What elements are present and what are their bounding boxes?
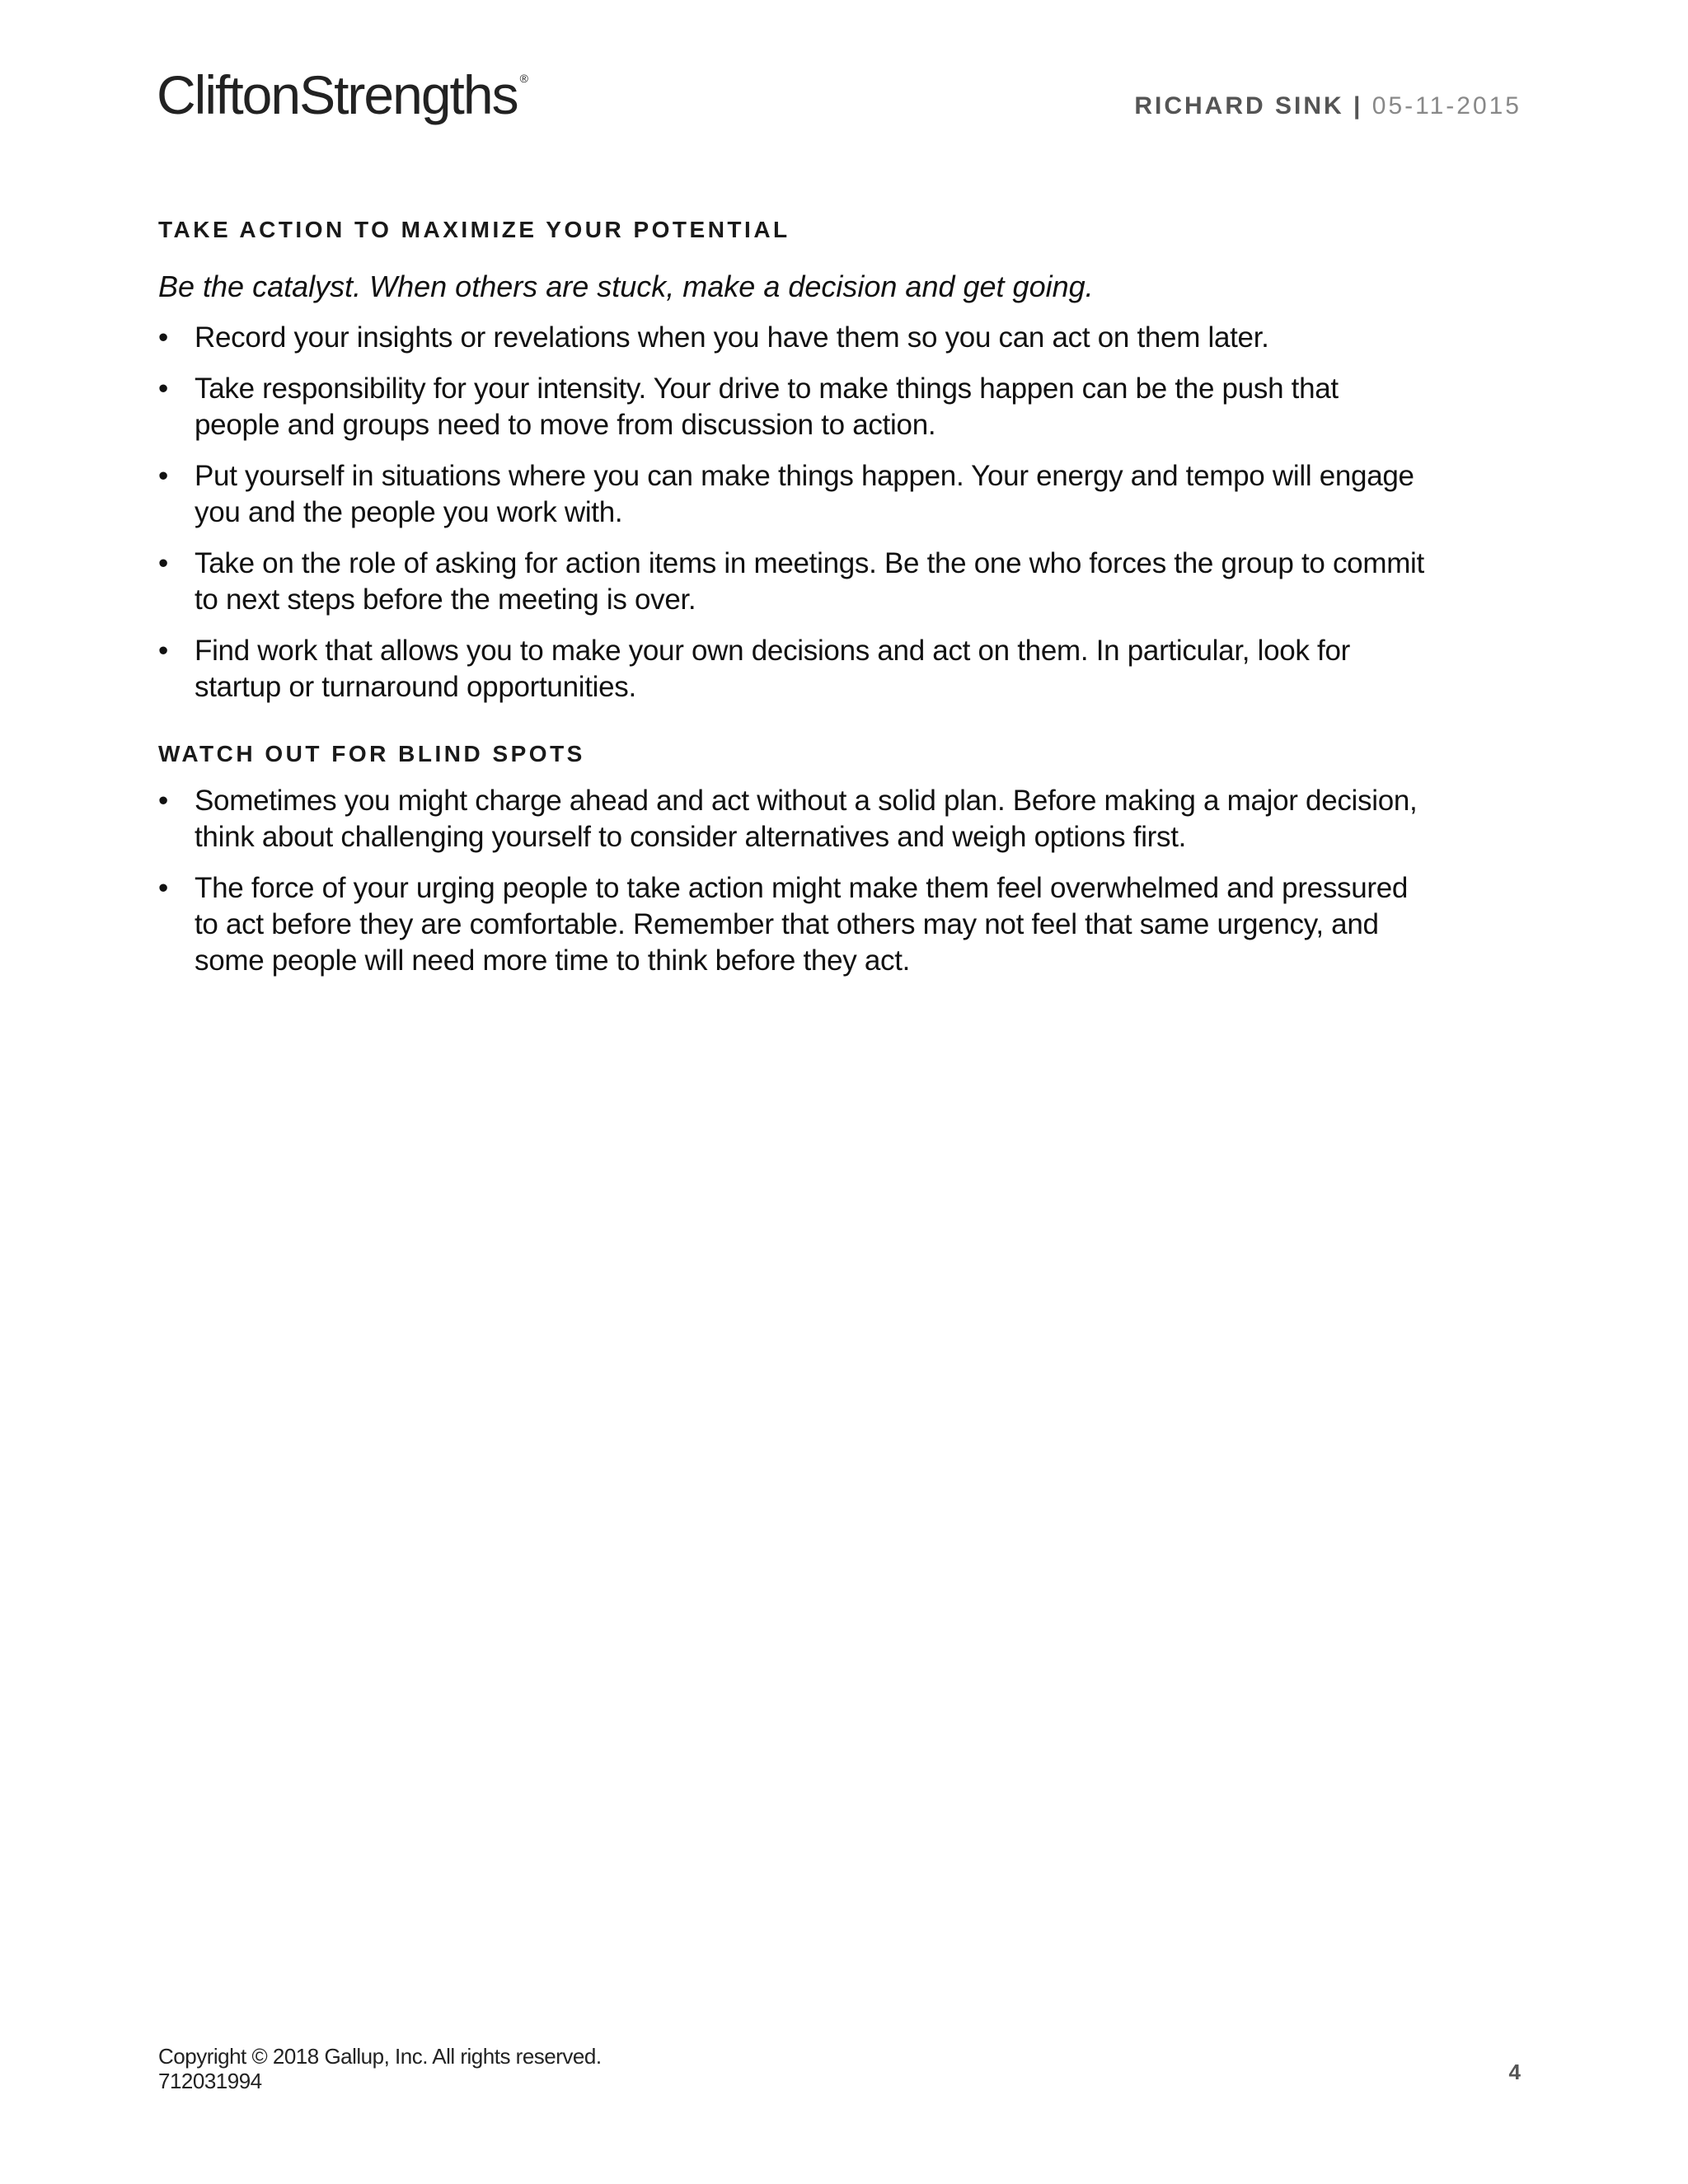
list-item-text: The force of your urging people to take action might make them feel overwhelmed and pressured to act before they are comfortable. Remember that others may not feel that same urgency, and some people will need more time to think before they act. xyxy=(195,872,1409,977)
header-separator: | xyxy=(1353,92,1363,120)
list-item xyxy=(158,870,1428,979)
action-items-list xyxy=(158,320,1428,705)
document-code: 712031994 xyxy=(158,2069,262,2093)
bullet-icon: • xyxy=(158,547,168,579)
list-item xyxy=(158,458,1428,531)
section-heading-blind-spots: WATCH OUT FOR BLIND SPOTS xyxy=(158,741,585,766)
logo-text: CliftonStrengths xyxy=(157,64,518,125)
blind-spots-list xyxy=(158,783,1428,979)
page-content xyxy=(158,216,1428,979)
bullet-icon: • xyxy=(158,785,168,817)
cliftonstrengths-logo xyxy=(157,64,527,125)
list-item-text: Record your insights or revelations when you have them so you can act on them later. xyxy=(195,321,1269,354)
footer-copyright xyxy=(158,2044,602,2093)
list-item xyxy=(158,371,1428,443)
report-date: 05-11-2015 xyxy=(1372,92,1522,120)
list-item-text: Take responsibility for your intensity. Your drive to make things happen can be the push that people and groups need to move from discussion to action. xyxy=(195,373,1339,441)
list-item-text: Put yourself in situations where you can make things happen. Your energy and tempo will engage you and the people you work with. xyxy=(195,460,1414,528)
list-item-text: Take on the role of asking for action items in meetings. Be the one who forces the group to commit to next steps before the meeting is over. xyxy=(195,547,1424,616)
registered-mark: ® xyxy=(519,72,527,85)
bullet-icon: • xyxy=(158,373,168,405)
list-item xyxy=(158,320,1428,356)
section-tagline: Be the catalyst. When others are stuck, make a decision and get going. xyxy=(158,269,1094,303)
list-item-text: Sometimes you might charge ahead and act without a solid plan. Before making a major decision, think about challenging yourself to consider alternatives and weigh options first. xyxy=(195,785,1418,853)
list-item xyxy=(158,546,1428,618)
list-item xyxy=(158,633,1428,705)
list-item xyxy=(158,783,1428,855)
bullet-icon: • xyxy=(158,460,168,492)
bullet-icon: • xyxy=(158,635,168,667)
page-number: 4 xyxy=(1508,2060,1521,2084)
section-heading-take-action: TAKE ACTION TO MAXIMIZE YOUR POTENTIAL xyxy=(158,217,790,242)
report-header-meta xyxy=(1134,94,1522,119)
bullet-icon: • xyxy=(158,321,168,354)
list-item-text: Find work that allows you to make your own decisions and act on them. In particular, look for startup or turnaround opportunities. xyxy=(195,635,1350,703)
copyright-text: Copyright © 2018 Gallup, Inc. All rights reserved. xyxy=(158,2044,602,2069)
bullet-icon: • xyxy=(158,872,168,904)
participant-name: RICHARD SINK xyxy=(1134,92,1344,120)
